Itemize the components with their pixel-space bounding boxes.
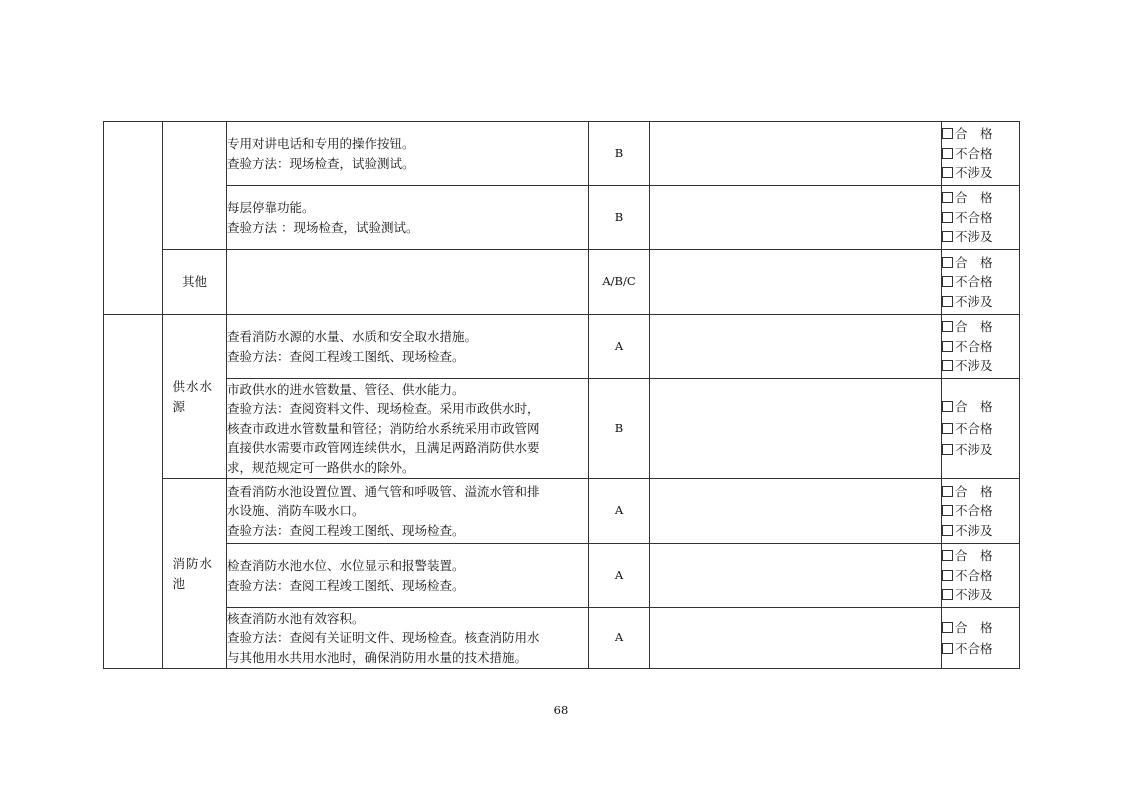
subitem-label: 其他 xyxy=(181,274,207,290)
result-cell xyxy=(942,122,1020,186)
checkbox-icon[interactable] xyxy=(942,148,953,159)
checkbox-icon[interactable] xyxy=(942,550,953,561)
subitem-cell xyxy=(163,315,227,479)
checkbox-icon[interactable] xyxy=(942,444,953,455)
requirement-cell xyxy=(227,186,589,250)
requirement-cell xyxy=(227,250,589,315)
result-option[interactable]: 合 格 xyxy=(942,124,1019,144)
level-cell: B xyxy=(589,186,650,250)
result-option[interactable]: 不涉及 xyxy=(942,439,1019,461)
result-cell xyxy=(942,186,1020,250)
record-cell[interactable] xyxy=(650,479,942,544)
subitem-cell xyxy=(163,122,227,250)
requirement-line: 查验方法：查阅工程竣工图纸、现场检查。 xyxy=(227,522,465,538)
requirement-line: 查看消防水池设置位置、通气管和呼吸管、溢流水管和排 xyxy=(227,483,540,499)
checkbox-icon[interactable] xyxy=(942,570,953,581)
requirement-line: 水设施、消防车吸水口。 xyxy=(227,503,365,519)
requirement-cell xyxy=(227,608,589,669)
result-option[interactable]: 合 格 xyxy=(942,188,1019,208)
record-cell[interactable] xyxy=(650,250,942,315)
result-option[interactable]: 不合格 xyxy=(942,337,1019,357)
requirement-cell xyxy=(227,479,589,544)
result-option[interactable]: 不涉及 xyxy=(942,356,1019,376)
checkbox-icon[interactable] xyxy=(942,231,953,242)
checkbox-icon[interactable] xyxy=(942,643,953,654)
subitem-cell xyxy=(163,479,227,669)
record-cell[interactable] xyxy=(650,315,942,379)
requirement-line: 每层停靠功能。 xyxy=(227,200,315,215)
table-row xyxy=(104,186,1020,250)
result-cell xyxy=(942,608,1020,669)
checkbox-icon[interactable] xyxy=(942,276,953,287)
requirement-cell xyxy=(227,544,589,608)
record-cell[interactable] xyxy=(650,186,942,250)
requirement-line: 查验方法：现场检查，试验测试。 xyxy=(227,155,415,171)
level-cell: A xyxy=(589,315,650,379)
requirement-line: 查验方法：查阅工程竣工图纸、现场检查。 xyxy=(227,348,465,364)
requirement-line: 市政供水的进水管数量、管径、供水能力。 xyxy=(227,381,465,397)
checkbox-icon[interactable] xyxy=(942,296,953,307)
requirement-line: 与其他用水共用水池时，确保消防用水量的技术措施。 xyxy=(227,649,528,665)
requirement-line: 查验方法：查阅有关证明文件、现场检查。核查消防用水 xyxy=(227,630,540,646)
checkbox-icon[interactable] xyxy=(942,486,953,497)
checkbox-icon[interactable] xyxy=(942,128,953,139)
result-option[interactable]: 不合格 xyxy=(942,638,1019,660)
category-cell xyxy=(104,122,163,315)
checkbox-icon[interactable] xyxy=(942,423,953,434)
checkbox-icon[interactable] xyxy=(942,401,953,412)
record-cell[interactable] xyxy=(650,608,942,669)
record-cell[interactable] xyxy=(650,122,942,186)
requirement-line: 核查消防水池有效容积。 xyxy=(227,610,365,626)
result-cell xyxy=(942,315,1020,379)
checkbox-icon[interactable] xyxy=(942,360,953,371)
requirement-cell xyxy=(227,315,589,379)
result-option[interactable]: 不合格 xyxy=(942,144,1019,164)
result-option[interactable]: 不合格 xyxy=(942,566,1019,586)
result-option[interactable]: 合 格 xyxy=(942,253,1019,273)
result-option[interactable]: 不涉及 xyxy=(942,227,1019,247)
result-option[interactable]: 不涉及 xyxy=(942,163,1019,183)
checkbox-icon[interactable] xyxy=(942,341,953,352)
level-cell: A xyxy=(589,608,650,669)
table-row xyxy=(104,315,1020,379)
level-cell: B xyxy=(589,122,650,186)
result-option[interactable]: 合 格 xyxy=(942,546,1019,566)
category-cell xyxy=(104,315,163,669)
requirement-line: 求，规范规定可一路供水的除外。 xyxy=(227,459,415,475)
requirement-line: 检查消防水池水位、水位显示和报警装置。 xyxy=(227,558,465,573)
result-option[interactable]: 合 格 xyxy=(942,482,1019,502)
result-option[interactable]: 合 格 xyxy=(942,317,1019,337)
checkbox-icon[interactable] xyxy=(942,321,953,332)
requirement-line: 直接供水需要市政管网连续供水，且满足两路消防供水要 xyxy=(227,440,540,456)
result-option[interactable]: 合 格 xyxy=(942,396,1019,418)
record-cell[interactable] xyxy=(650,544,942,608)
result-option[interactable]: 合 格 xyxy=(942,617,1019,639)
result-option[interactable]: 不涉及 xyxy=(942,521,1019,541)
result-option[interactable]: 不合格 xyxy=(942,501,1019,521)
result-cell xyxy=(942,544,1020,608)
requirement-line: 专用对讲电话和专用的操作按钮。 xyxy=(227,136,415,151)
requirement-cell xyxy=(227,379,589,479)
table-row xyxy=(104,544,1020,608)
result-option[interactable]: 不涉及 xyxy=(942,292,1019,312)
checkbox-icon[interactable] xyxy=(942,192,953,203)
subitem-label: 供水水源 xyxy=(172,379,214,414)
table-row xyxy=(104,122,1020,186)
requirement-line: 核查市政进水管数量和管径；消防给水系统采用市政管网 xyxy=(227,420,540,436)
requirement-line: 查验方法：查阅工程竣工图纸、现场检查。 xyxy=(227,577,465,593)
subitem-cell xyxy=(163,250,227,315)
record-cell[interactable] xyxy=(650,379,942,479)
table-row xyxy=(104,379,1020,479)
checkbox-icon[interactable] xyxy=(942,589,953,600)
level-cell: B xyxy=(589,379,650,479)
page-number: 68 xyxy=(553,703,569,717)
checkbox-icon[interactable] xyxy=(942,257,953,268)
level-cell: A xyxy=(589,544,650,608)
checkbox-icon[interactable] xyxy=(942,167,953,178)
table-row xyxy=(104,250,1020,315)
level-cell: A xyxy=(589,479,650,544)
checkbox-icon[interactable] xyxy=(942,525,953,536)
table-row xyxy=(104,608,1020,669)
requirement-line: 查看消防水源的水量、水质和安全取水措施。 xyxy=(227,329,478,344)
checkbox-icon[interactable] xyxy=(942,212,953,223)
result-option[interactable]: 不合格 xyxy=(942,418,1019,440)
inspection-table xyxy=(103,121,1020,669)
result-cell xyxy=(942,379,1020,479)
result-option[interactable]: 不涉及 xyxy=(942,585,1019,605)
result-option[interactable]: 不合格 xyxy=(942,208,1019,228)
level-cell: A/B/C xyxy=(589,250,650,315)
result-cell xyxy=(942,250,1020,315)
result-cell xyxy=(942,479,1020,544)
subitem-label: 消防水池 xyxy=(172,556,214,591)
checkbox-icon[interactable] xyxy=(942,622,953,633)
table-row xyxy=(104,479,1020,544)
requirement-cell xyxy=(227,122,589,186)
requirement-line: 查验方法：查阅资料文件、现场检查。采用市政供水时， xyxy=(227,401,540,417)
checkbox-icon[interactable] xyxy=(942,505,953,516)
result-option[interactable]: 不合格 xyxy=(942,272,1019,292)
requirement-line: 查验方法 ：现场检查，试验测试。 xyxy=(227,219,419,235)
